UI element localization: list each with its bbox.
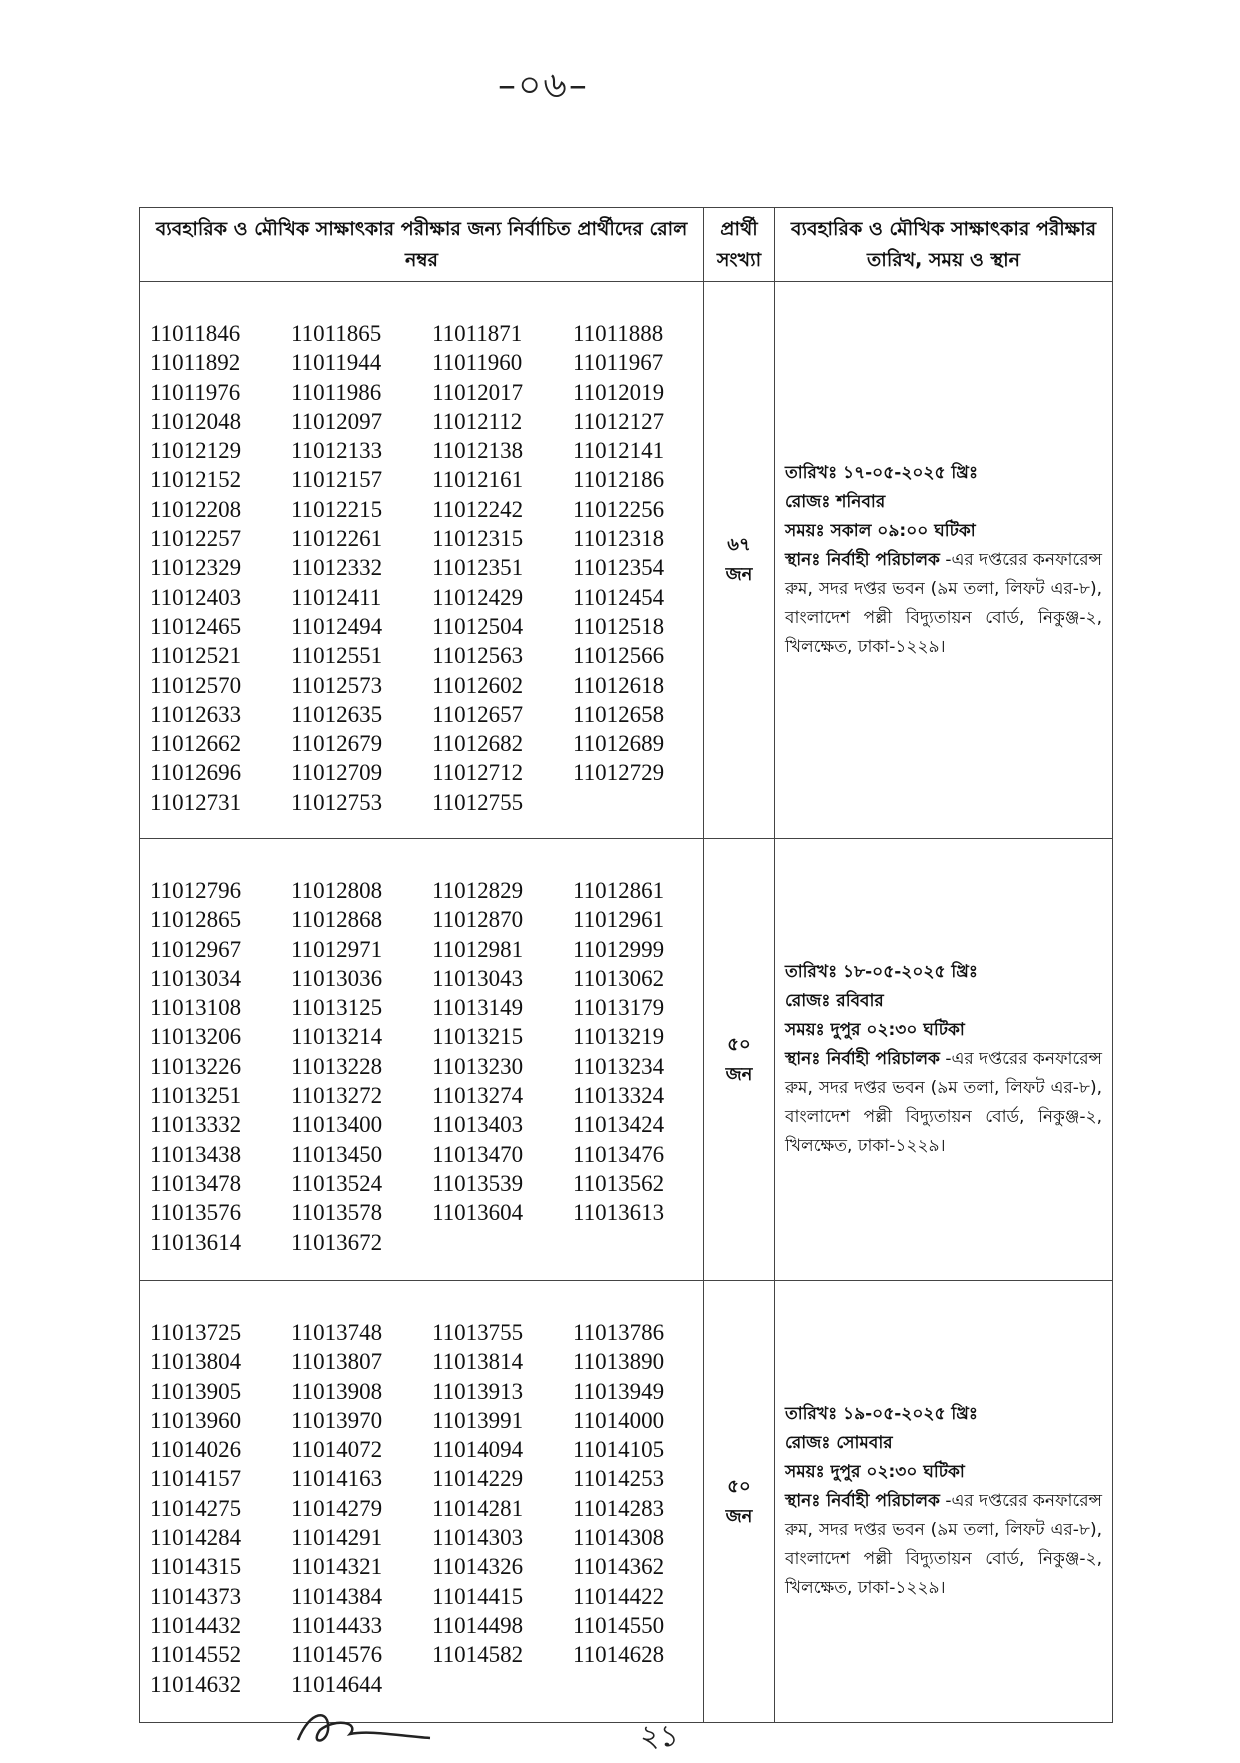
roll-number: 11012709: [291, 760, 383, 786]
roll-number: 11012971: [291, 936, 383, 962]
exam-date: তারিখঃ ১৯-০৫-২০২৫ খ্রিঃ: [785, 1404, 978, 1424]
schedule-details-cell: [775, 1281, 1113, 1723]
roll-number: 11014632: [150, 1671, 242, 1697]
venue-text: -এর দপ্তরের কনফারেন্স রুম, সদর দপ্তর ভবন (৯ম তলা, লিফট এর-৮), বাংলাদেশ পল্লী বিদ্যুতায়ন বোর্ড, নিকুঞ্জ-২, খিলক্ষেত, ঢাকা-১২২৯।: [785, 1491, 1102, 1598]
roll-number: 11013179: [573, 995, 665, 1021]
exam-time: সময়ঃ সকাল ০৯:০০ ঘটিকা: [785, 520, 976, 541]
roll-number: 11012215: [291, 496, 383, 522]
roll-number: 11012256: [573, 496, 665, 522]
roll-number: 11014384: [291, 1583, 383, 1609]
roll-number: 11012961: [573, 907, 665, 933]
roll-numbers-header: ব্যবহারিক ও মৌখিক সাক্ষাৎকার পরীক্ষার জন্য নির্বাচিত প্রার্থীদের রোল নম্বর: [140, 208, 704, 282]
roll-number: 11013913: [432, 1378, 524, 1404]
roll-number: 11012689: [573, 731, 665, 757]
roll-number: 11012019: [573, 379, 665, 405]
roll-number: 11012868: [291, 907, 383, 933]
roll-number: 11013476: [573, 1141, 665, 1167]
roll-number: 11013755: [432, 1320, 524, 1345]
roll-number: 11014026: [150, 1437, 242, 1463]
roll-number: 11014275: [150, 1495, 242, 1521]
roll-number: 11012696: [150, 760, 242, 786]
venue-text: -এর দপ্তরের কনফারেন্স রুম, সদর দপ্তর ভবন (৯ম তলা, লিফট এর-৮), বাংলাদেশ পল্লী বিদ্যুতায়ন বোর্ড, নিকুঞ্জ-২, খিলক্ষেত, ঢাকা-১২২৯।: [785, 549, 1102, 657]
roll-number: 11012403: [150, 584, 242, 610]
roll-number: 11013062: [573, 965, 665, 991]
roll-number: 11012315: [432, 526, 524, 552]
roll-number: 11014582: [432, 1642, 524, 1668]
roll-number: 11013108: [150, 995, 242, 1021]
roll-number: 11012865: [150, 907, 242, 933]
roll-number: 11014373: [150, 1583, 242, 1609]
roll-number: 11011865: [291, 321, 382, 346]
roll-number: 11014105: [573, 1437, 665, 1463]
interview-schedule-table: [139, 207, 1113, 1723]
candidate-count: ৬৭: [727, 534, 751, 555]
roll-number: 11011888: [573, 321, 664, 346]
roll-number: 11012551: [291, 643, 383, 669]
roll-number: 11011892: [150, 350, 241, 376]
roll-number: 11014321: [291, 1554, 383, 1580]
roll-number: 11013036: [291, 965, 383, 991]
roll-number: 11012679: [291, 731, 383, 757]
roll-number: 11013814: [432, 1349, 524, 1375]
roll-number: 11012521: [150, 643, 242, 669]
roll-numbers-cell: [140, 839, 704, 1281]
roll-numbers-cell: [140, 282, 704, 839]
roll-number: 11012112: [432, 408, 523, 434]
roll-number: 11014283: [573, 1495, 665, 1521]
exam-time: সময়ঃ দুপুর ০২:৩০ ঘটিকা: [785, 1462, 965, 1482]
roll-number: 11013043: [432, 965, 524, 991]
roll-number: 11014576: [291, 1642, 383, 1668]
roll-numbers-cell: [140, 1281, 704, 1723]
roll-number: 11012753: [291, 789, 383, 815]
venue-label: স্থানঃ নির্বাহী পরিচালক: [785, 549, 940, 570]
roll-number: 11013672: [291, 1229, 383, 1255]
roll-number: 11012633: [150, 701, 242, 727]
roll-number: 11013991: [432, 1407, 524, 1433]
candidate-count-cell: [704, 839, 775, 1281]
roll-number: 11013804: [150, 1349, 242, 1375]
candidate-count-cell: [704, 1281, 775, 1723]
roll-number: 11011976: [150, 379, 241, 405]
schedule-section-3: [140, 1281, 1113, 1723]
roll-number: 11013274: [432, 1083, 524, 1109]
roll-number: 11013230: [432, 1053, 524, 1079]
roll-number: 11012454: [573, 584, 665, 610]
roll-number: 11012318: [573, 526, 665, 552]
roll-number: 11013578: [291, 1200, 383, 1226]
roll-number: 11012411: [291, 584, 382, 610]
roll-number: 11014550: [573, 1612, 665, 1638]
roll-number: 11012870: [432, 907, 524, 933]
signature: [290, 1700, 440, 1750]
roll-number: 11013400: [291, 1112, 383, 1138]
roll-number: 11011871: [432, 321, 523, 346]
exam-date: তারিখঃ ১৭-০৫-২০২৫ খ্রিঃ: [785, 462, 979, 483]
roll-number: 11014229: [432, 1466, 524, 1492]
roll-number: 11014432: [150, 1612, 242, 1638]
roll-number: 11012161: [432, 467, 524, 493]
roll-number: 11014094: [432, 1437, 524, 1463]
roll-number: 11012712: [432, 760, 524, 786]
roll-number: 11012141: [573, 438, 665, 464]
roll-number: 11011960: [432, 350, 523, 376]
roll-number: 11013219: [573, 1024, 665, 1050]
roll-number: 11012635: [291, 701, 383, 727]
roll-number: 11012138: [432, 438, 524, 464]
roll-number: 11013539: [432, 1170, 524, 1196]
roll-number: 11012351: [432, 555, 524, 581]
roll-number: 11013470: [432, 1141, 524, 1167]
handwritten-mark: ২১: [640, 1719, 679, 1754]
roll-number: 11013450: [291, 1141, 383, 1167]
roll-number: 11013438: [150, 1141, 242, 1167]
candidate-count: ৫০: [727, 1475, 751, 1497]
page-number: –০৬–: [498, 65, 589, 106]
roll-number: 11013251: [150, 1083, 242, 1109]
candidate-count-unit: জন: [725, 1063, 753, 1085]
roll-number: 11014303: [432, 1525, 524, 1551]
roll-number: 11012999: [573, 936, 665, 962]
roll-number: 11013272: [291, 1083, 383, 1109]
roll-number: 11014157: [150, 1466, 242, 1492]
roll-number: 11012808: [291, 878, 383, 903]
exam-time: সময়ঃ দুপুর ০২:৩০ ঘটিকা: [785, 1020, 965, 1040]
roll-number: 11013614: [150, 1229, 242, 1255]
roll-number: 11013324: [573, 1083, 665, 1109]
roll-number: 11014291: [291, 1525, 383, 1551]
roll-number: 11013524: [291, 1170, 383, 1196]
roll-number: 11012662: [150, 731, 242, 757]
roll-number: 11012657: [432, 701, 524, 727]
venue-text: -এর দপ্তরের কনফারেন্স রুম, সদর দপ্তর ভবন (৯ম তলা, লিফট এর-৮), বাংলাদেশ পল্লী বিদ্যুতায়ন বোর্ড, নিকুঞ্জ-২, খিলক্ষেত, ঢাকা-১২২৯।: [785, 1049, 1102, 1156]
roll-number: 11014315: [150, 1554, 242, 1580]
roll-number: 11013613: [573, 1200, 665, 1226]
roll-number: 11013890: [573, 1349, 665, 1375]
roll-number: 11012829: [432, 878, 524, 903]
roll-number: 11013478: [150, 1170, 242, 1196]
roll-number: 11013034: [150, 965, 242, 991]
roll-number: 11011846: [150, 321, 241, 346]
roll-number: 11012682: [432, 731, 524, 757]
roll-number: 11013949: [573, 1378, 665, 1404]
candidate-count-cell: [704, 282, 775, 839]
roll-number: 11014644: [291, 1671, 383, 1697]
candidate-count-header: প্রার্থী সংখ্যা: [704, 208, 775, 282]
roll-number: 11013228: [291, 1053, 383, 1079]
roll-number: 11013215: [432, 1024, 524, 1050]
roll-number: 11014326: [432, 1554, 524, 1580]
roll-number: 11012048: [150, 408, 242, 434]
roll-number: 11014163: [291, 1466, 383, 1492]
schedule-details-cell: [775, 839, 1113, 1281]
candidate-count: ৫০: [727, 1033, 751, 1055]
roll-number: 11012566: [573, 643, 665, 669]
roll-number: 11013424: [573, 1112, 665, 1138]
roll-number: 11012157: [291, 467, 383, 493]
roll-number: 11014362: [573, 1554, 665, 1580]
roll-number: 11012618: [573, 672, 665, 698]
roll-number: 11012465: [150, 613, 242, 639]
roll-number: 11012129: [150, 438, 242, 464]
exam-day: রোজঃ রবিবার: [785, 991, 884, 1011]
table-header-row: [140, 208, 1113, 282]
exam-day: রোজঃ সোমবার: [785, 1433, 893, 1453]
roll-number: 11012208: [150, 496, 242, 522]
roll-number: 11012329: [150, 555, 242, 581]
roll-number: 11013226: [150, 1053, 242, 1079]
roll-number: 11011986: [291, 379, 382, 405]
roll-number: 11012861: [573, 878, 665, 903]
roll-number: 11012563: [432, 643, 524, 669]
roll-number: 11013149: [432, 995, 524, 1021]
roll-number: 11013960: [150, 1407, 242, 1433]
roll-number: 11014253: [573, 1466, 665, 1492]
roll-number: 11012127: [573, 408, 665, 434]
roll-number: 11013403: [432, 1112, 524, 1138]
roll-number: 11013214: [291, 1024, 383, 1050]
roll-number: 11012133: [291, 438, 383, 464]
roll-number: 11014422: [573, 1583, 665, 1609]
roll-number: 11014281: [432, 1495, 524, 1521]
roll-number: 11012257: [150, 526, 242, 552]
roll-number: 11012658: [573, 701, 665, 727]
roll-number: 11013604: [432, 1200, 524, 1226]
roll-number: 11014072: [291, 1437, 383, 1463]
roll-number: 11012017: [432, 379, 524, 405]
roll-number: 11012573: [291, 672, 383, 698]
roll-number: 11013807: [291, 1349, 383, 1375]
roll-number: 11013234: [573, 1053, 665, 1079]
roll-number: 11012731: [150, 789, 242, 815]
roll-number: 11014284: [150, 1525, 242, 1551]
roll-number: 11013905: [150, 1378, 242, 1404]
schedule-details-cell: [775, 282, 1113, 839]
roll-number: 11012504: [432, 613, 524, 639]
schedule-section-1: [140, 282, 1113, 839]
roll-number: 11013332: [150, 1112, 242, 1138]
roll-number: 11012332: [291, 555, 383, 581]
roll-number: 11014308: [573, 1525, 665, 1551]
roll-number: 11012602: [432, 672, 524, 698]
roll-number: 11012967: [150, 936, 242, 962]
roll-number: 11013125: [291, 995, 383, 1021]
roll-number: 11014552: [150, 1642, 242, 1668]
roll-number: 11013206: [150, 1024, 242, 1050]
schedule-details-header: ব্যবহারিক ও মৌখিক সাক্ষাৎকার পরীক্ষার তারিখ, সময় ও স্থান: [775, 208, 1113, 282]
roll-number: 11012729: [573, 760, 665, 786]
roll-number: 11012242: [432, 496, 524, 522]
candidate-count-unit: জন: [725, 1505, 753, 1527]
roll-number: 11012186: [573, 467, 665, 493]
candidate-count-unit: জন: [725, 564, 753, 585]
roll-number: 11012518: [573, 613, 665, 639]
roll-number: 11012097: [291, 408, 383, 434]
roll-number: 11014433: [291, 1612, 383, 1638]
roll-number: 11013576: [150, 1200, 242, 1226]
venue-label: স্থানঃ নির্বাহী পরিচালক: [785, 1491, 940, 1511]
roll-number: 11013748: [291, 1320, 383, 1345]
roll-number: 11012152: [150, 467, 242, 493]
roll-number: 11014279: [291, 1495, 383, 1521]
roll-number: 11013562: [573, 1170, 665, 1196]
roll-number: 11013970: [291, 1407, 383, 1433]
roll-number: 11012755: [432, 789, 524, 815]
roll-number: 11012981: [432, 936, 524, 962]
schedule-section-2: [140, 839, 1113, 1281]
roll-number: 11012494: [291, 613, 383, 639]
roll-number: 11014628: [573, 1642, 665, 1668]
roll-number: 11014000: [573, 1407, 665, 1433]
roll-number: 11013908: [291, 1378, 383, 1404]
exam-date: তারিখঃ ১৮-০৫-২০২৫ খ্রিঃ: [785, 962, 978, 982]
roll-number: 11013725: [150, 1320, 242, 1345]
roll-number: 11014498: [432, 1612, 524, 1638]
roll-number: 11013786: [573, 1320, 665, 1345]
roll-number: 11012354: [573, 555, 665, 581]
roll-number: 11012261: [291, 526, 383, 552]
roll-number: 11012796: [150, 878, 242, 903]
roll-number: 11014415: [432, 1583, 524, 1609]
roll-number: 11012429: [432, 584, 524, 610]
exam-day: রোজঃ শনিবার: [785, 491, 886, 512]
venue-label: স্থানঃ নির্বাহী পরিচালক: [785, 1049, 940, 1069]
roll-number: 11011967: [573, 350, 664, 376]
roll-number: 11011944: [291, 350, 382, 376]
roll-number: 11012570: [150, 672, 242, 698]
